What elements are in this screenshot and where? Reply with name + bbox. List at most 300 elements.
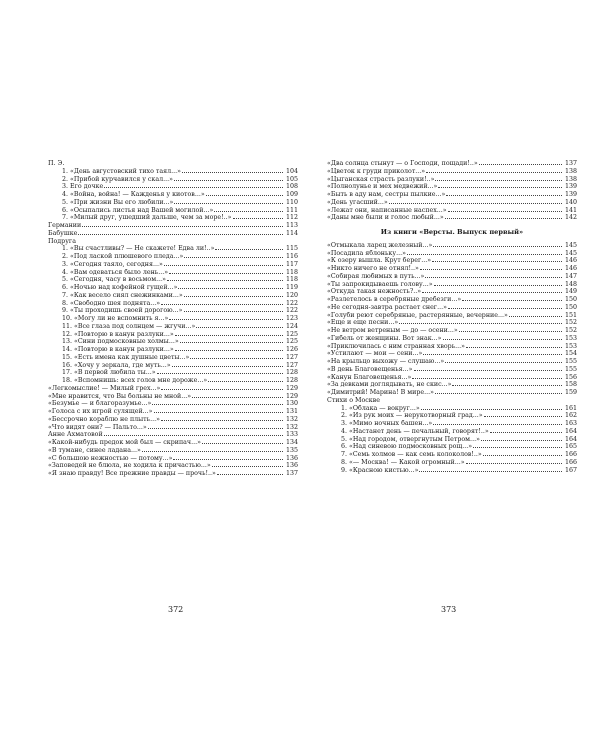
- toc-leader-dots: [192, 397, 283, 398]
- toc-leader-dots: [448, 308, 562, 309]
- toc-entry: [327, 350, 577, 358]
- toc-entry-title: 10. «Могу ли не вспомнить я...»: [62, 315, 169, 322]
- toc-leader-dots: [466, 347, 562, 348]
- toc-entry: [327, 312, 577, 320]
- toc-entry-page: 155: [564, 365, 577, 373]
- toc-entry: [48, 424, 298, 432]
- toc-entry-page: 118: [285, 268, 298, 276]
- toc-entry-title: «Отмыкала ларец железный...»: [327, 241, 433, 249]
- toc-entry-title: «Безумье — и благоразумье...»: [48, 400, 152, 408]
- toc-entry-title: Подруга: [48, 237, 76, 245]
- toc-entry-page: 128: [285, 369, 298, 377]
- toc-entry-page: 161: [564, 404, 577, 412]
- toc-entry-title: 1. «День августовский тихо таял...»: [62, 167, 181, 175]
- toc-entry-title: «Какой-нибудь предок мой был — скрипач...»: [48, 439, 201, 446]
- toc-entry-title: 5. «Сегодня, часу в восьмом...»: [62, 276, 166, 284]
- toc-entry: [327, 327, 577, 335]
- toc-entry: [327, 335, 577, 343]
- toc-entry-page: 122: [285, 299, 298, 307]
- toc-entry-title: «Димитрий! Марина! В мире...»: [327, 389, 434, 396]
- toc-entry: [327, 273, 577, 281]
- toc-entry: [327, 183, 577, 191]
- toc-entry-title: «Голуби реют серебряные, растерянные, вечерние...»: [327, 311, 508, 319]
- toc-entry-title: 9. «Красною кистью...»: [341, 466, 419, 474]
- toc-entry: [48, 346, 298, 354]
- toc-leader-dots: [180, 342, 283, 343]
- toc-entry-title: 3. «Сегодня таяло, сегодня...»: [62, 260, 163, 268]
- toc-leader-dots: [214, 211, 283, 212]
- toc-leader-dots: [445, 218, 562, 219]
- toc-entry-page: 141: [564, 206, 577, 214]
- toc-entry: [48, 284, 298, 292]
- toc-entry: [327, 319, 577, 327]
- toc-entry: [327, 358, 577, 366]
- toc-entry-page: 142: [564, 214, 577, 222]
- toc-leader-dots: [419, 471, 562, 472]
- toc-entry-title: «Не сегодня-завтра растает снег...»: [327, 303, 447, 311]
- toc-entry: [327, 304, 577, 312]
- toc-entry: [327, 381, 577, 389]
- toc-entry-title: 6. «Ночью над кофейной гущей...»: [62, 284, 178, 291]
- toc-entry-title: 3. Его дочке: [62, 183, 104, 191]
- toc-leader-dots: [445, 362, 562, 363]
- toc-entry-title: 2. «Прибой курчавился у скал...»: [62, 175, 173, 183]
- toc-entry-title: 5. «При жизни Вы его любили...»: [62, 198, 174, 206]
- toc-entry-page: 167: [564, 466, 577, 474]
- toc-entry: [48, 354, 298, 362]
- toc-leader-dots: [202, 443, 283, 444]
- toc-entry-title: Стихи о Москве: [327, 396, 381, 404]
- toc-leader-dots: [173, 459, 283, 460]
- toc-leader-dots: [389, 203, 562, 204]
- toc-entry-page: 131: [285, 408, 298, 415]
- toc-leader-dots: [448, 211, 562, 212]
- toc-entry-title: «Полнолунье и мех медвежий...»: [327, 183, 438, 191]
- toc-entry-page: 150: [564, 296, 577, 303]
- toc-entry-page: 151: [564, 311, 577, 319]
- toc-entry-page: 109: [285, 191, 298, 198]
- toc-leader-dots: [174, 203, 283, 204]
- toc-entry: [327, 412, 577, 420]
- toc-entry-title: 4. «Настанет день — печальный, говорят!..»: [341, 427, 489, 435]
- toc-entry: [48, 214, 298, 222]
- toc-entry-title: «На крыльцо выхожу — слушаю...»: [327, 358, 445, 365]
- toc-entry: [327, 366, 577, 374]
- toc-entry-page: 110: [285, 198, 298, 206]
- toc-entry: [48, 323, 298, 331]
- toc-entry: [48, 276, 298, 284]
- toc-entry-title: 2. «Под лаской плюшевого пледа...»: [62, 253, 184, 260]
- toc-leader-dots: [178, 288, 283, 289]
- toc-leader-dots: [462, 300, 562, 301]
- toc-entry: [48, 400, 298, 408]
- toc-entry-title: «Легкомыслие! — Милый грех...»: [48, 384, 161, 392]
- toc-entry: [48, 245, 298, 253]
- toc-entry: [48, 160, 298, 168]
- toc-leader-dots: [509, 316, 562, 317]
- toc-leader-dots: [215, 249, 283, 250]
- toc-leader-dots: [412, 378, 562, 379]
- toc-entry-title: 5. «Над городом, отвергнутым Петром...»: [341, 435, 480, 443]
- toc-entry-title: 7. «Милый друг, ушедший дальше, чем за море!..»: [62, 214, 232, 222]
- toc-entry-page: 164: [564, 427, 577, 435]
- toc-leader-dots: [196, 327, 283, 328]
- toc-entry: [48, 331, 298, 339]
- toc-leader-dots: [443, 339, 562, 340]
- toc-entry: [48, 315, 298, 323]
- toc-leader-dots: [452, 385, 562, 386]
- toc-entry-page: 155: [564, 358, 577, 365]
- toc-entry: [327, 459, 577, 467]
- toc-entry: [48, 261, 298, 269]
- toc-leader-dots: [432, 261, 562, 262]
- toc-leader-dots: [435, 180, 562, 181]
- toc-entry: [48, 462, 298, 470]
- toc-leader-dots: [481, 440, 562, 441]
- toc-leader-dots: [434, 285, 562, 286]
- toc-entry-page: 118: [285, 276, 298, 284]
- toc-entry-page: 152: [564, 319, 577, 327]
- toc-entry-title: 14. «Повторю в канун разлуки...»: [62, 346, 174, 353]
- toc-entry: [327, 443, 577, 451]
- toc-entry-title: П. Э.: [48, 160, 65, 167]
- toc-entry-page: 125: [285, 338, 298, 346]
- toc-leader-dots: [175, 350, 283, 351]
- toc-entry-title: «Приключилась с ним странная хворь...»: [327, 342, 466, 350]
- toc-entry: [48, 253, 298, 261]
- toc-entry: [48, 238, 298, 246]
- toc-entry: [48, 416, 298, 424]
- toc-entry: [327, 405, 577, 413]
- toc-entry: [327, 242, 577, 250]
- toc-leader-dots: [167, 280, 283, 281]
- toc-entry-page: 111: [285, 206, 298, 214]
- toc-entry-page: 166: [564, 458, 577, 466]
- toc-entry-page: 164: [564, 435, 577, 443]
- toc-entry-title: 6. «Над синевою подмосковных рощ...»: [341, 443, 473, 451]
- toc-entry: [48, 269, 298, 277]
- toc-entry-page: 135: [285, 446, 298, 454]
- toc-leader-dots: [421, 409, 562, 410]
- toc-entry-title: 7. «Семь холмов — как семь колоколов!..»: [341, 451, 482, 458]
- toc-leader-dots: [425, 277, 562, 278]
- toc-entry-title: «Никто ничего не отнял!..»: [327, 265, 419, 272]
- toc-entry: [327, 176, 577, 184]
- toc-entry-page: 114: [285, 229, 298, 237]
- toc-entry-page: 129: [285, 392, 298, 400]
- toc-entry-page: 129: [285, 384, 298, 392]
- toc-entry-page: 166: [564, 451, 577, 458]
- toc-entry-page: 134: [285, 439, 298, 446]
- toc-entry-page: 115: [285, 245, 298, 253]
- toc-entry-page: 112: [285, 214, 298, 222]
- toc-entry: [48, 168, 298, 176]
- toc-entry: [48, 199, 298, 207]
- toc-entry-title: «Заповедей не блюла, не ходила к причастью...»: [48, 462, 211, 470]
- toc-entry-page: 163: [564, 420, 577, 427]
- toc-entry-page: 105: [285, 175, 298, 183]
- toc-leader-dots: [435, 393, 562, 394]
- toc-entry-page: 127: [285, 353, 298, 361]
- toc-entry-title: «Ты запрокидываешь голову...»: [327, 280, 433, 288]
- toc-entry-page: 140: [564, 198, 577, 206]
- toc-entry-title: 1. «Вы счастливы? — Не скажете! Едва ли!..»: [62, 245, 215, 253]
- toc-leader-dots: [206, 195, 283, 196]
- toc-entry-page: 123: [285, 315, 298, 322]
- toc-entry-page: 125: [285, 330, 298, 338]
- toc-entry: [48, 431, 298, 439]
- toc-entry-title: «Мне нравится, что Вы больны не мной...»: [48, 392, 192, 400]
- toc-entry-page: 139: [564, 183, 577, 191]
- toc-leader-dots: [217, 474, 283, 475]
- toc-leader-dots: [490, 432, 562, 433]
- toc-entry-title: «Цыганская страсть разлуки!..»: [327, 175, 435, 183]
- toc-entry-title: 1. «Облака — вокруг...»: [341, 404, 420, 412]
- toc-entry: [48, 183, 298, 191]
- toc-entry-title: 8. «— Москва! — Какой огромный...»: [341, 458, 465, 466]
- toc-entry: [48, 470, 298, 478]
- toc-entry-page: 145: [564, 241, 577, 249]
- toc-leader-dots: [426, 172, 562, 173]
- toc-entry-title: «Не ветром ветреным — до — осени...»: [327, 327, 458, 334]
- toc-entry-page: 108: [285, 183, 298, 191]
- toc-entry: [48, 222, 298, 230]
- toc-entry-title: «С большою нежностью — потому...»: [48, 454, 173, 462]
- toc-leader-dots: [233, 218, 284, 219]
- toc-entry: [327, 168, 577, 176]
- toc-entry-page: 159: [564, 389, 577, 396]
- toc-leader-dots: [182, 172, 283, 173]
- toc-entry-title: 6. «Осыпались листья над Вашей могилой...»: [62, 206, 214, 214]
- toc-entry-page: 122: [285, 307, 298, 315]
- toc-entry-page: 139: [564, 191, 577, 198]
- toc-entry: [327, 420, 577, 428]
- toc-entry-page: 120: [285, 291, 298, 299]
- toc-leader-dots: [169, 273, 283, 274]
- toc-entry-page: 146: [564, 257, 577, 265]
- toc-entry: [327, 160, 577, 168]
- toc-entry-title: «В тумане, синее ладана...»: [48, 446, 141, 454]
- toc-leader-dots: [433, 246, 562, 247]
- toc-entry-title: «В день Благовещенья...»: [327, 365, 413, 373]
- toc-entry: [327, 451, 577, 459]
- toc-entry-page: 117: [285, 260, 298, 268]
- toc-entry-title: «Еще и еще песни...»: [327, 319, 399, 327]
- toc-leader-dots: [161, 420, 283, 421]
- toc-entry-title: 11. «Все глаза под солнцем — жгучи...»: [62, 322, 196, 330]
- toc-entry: [48, 338, 298, 346]
- toc-entry-page: 150: [564, 303, 577, 311]
- toc-entry-title: 12. «Повторю в канун разлуки...»: [62, 330, 174, 338]
- toc-entry: [48, 393, 298, 401]
- left-page-toc: [48, 160, 298, 478]
- toc-leader-dots: [169, 319, 283, 320]
- toc-entry-title: 4. «Война, война! — Кажденья у киотов...»: [62, 191, 205, 198]
- toc-entry-page: 146: [564, 265, 577, 272]
- toc-entry-page: 127: [285, 361, 298, 369]
- toc-entry: [327, 343, 577, 351]
- toc-entry-page: 136: [285, 454, 298, 462]
- toc-entry-page: 113: [285, 222, 298, 229]
- toc-leader-dots: [212, 466, 283, 467]
- toc-leader-dots: [479, 164, 562, 165]
- toc-leader-dots: [154, 412, 283, 413]
- toc-entry-page: 147: [564, 272, 577, 280]
- toc-leader-dots: [184, 257, 283, 258]
- toc-entry: [327, 191, 577, 199]
- toc-entry-title: Анне Ахматовой: [48, 431, 103, 439]
- toc-leader-dots: [190, 358, 283, 359]
- toc-entry-title: 2. «Из рук моих — нерукотворный град...»: [341, 412, 483, 420]
- toc-leader-dots: [104, 187, 283, 188]
- toc-entry-title: Германии: [48, 222, 82, 229]
- toc-entry-page: 128: [285, 377, 298, 384]
- toc-entry-title: «Даны мне были и голос любый...»: [327, 214, 444, 222]
- toc-leader-dots: [466, 463, 562, 464]
- toc-entry: [327, 374, 577, 382]
- toc-entry-page: 145: [564, 249, 577, 257]
- toc-leader-dots: [399, 323, 562, 324]
- toc-entry-page: 152: [564, 327, 577, 334]
- toc-entry-title: Бабушке: [48, 229, 78, 237]
- toc-entry: [327, 257, 577, 265]
- toc-entry: [48, 191, 298, 199]
- toc-leader-dots: [164, 265, 283, 266]
- toc-entry-title: «Устилают — мои — сени...»: [327, 350, 423, 358]
- toc-entry-title: «Канун Благовещенья...»: [327, 373, 412, 381]
- toc-entry-page: 119: [285, 284, 298, 291]
- toc-entry-page: 130: [285, 400, 298, 408]
- toc-entry-title: «Посадила яблоньку...»: [327, 249, 406, 257]
- toc-entry-title: 13. «Сини подмосковные холмы...»: [62, 338, 179, 346]
- toc-leader-dots: [152, 404, 283, 405]
- toc-entry-page: 133: [285, 431, 298, 439]
- toc-leader-dots: [484, 416, 562, 417]
- toc-entry: [327, 281, 577, 289]
- toc-entry-page: 148: [564, 280, 577, 288]
- toc-leader-dots: [420, 269, 562, 270]
- toc-entry-page: 116: [285, 253, 298, 260]
- toc-leader-dots: [459, 331, 562, 332]
- toc-leader-dots: [184, 296, 283, 297]
- toc-entry-page: 149: [564, 288, 577, 296]
- toc-entry-title: «День угасший...»: [327, 198, 388, 206]
- toc-entry-title: 4. «Вам одеваться было лень...»: [62, 268, 169, 276]
- toc-leader-dots: [433, 424, 562, 425]
- toc-leader-dots: [423, 354, 562, 355]
- toc-entry-page: 165: [564, 443, 577, 451]
- toc-entry: [327, 428, 577, 436]
- toc-leader-dots: [78, 234, 283, 235]
- toc-entry: [48, 377, 298, 385]
- toc-entry: [48, 230, 298, 238]
- toc-entry: [327, 214, 577, 222]
- toc-entry-title: «Голоса с их игрой сулящей...»: [48, 408, 153, 415]
- toc-leader-dots: [438, 187, 562, 188]
- right-page-number: 373: [441, 605, 457, 614]
- toc-entry: [327, 288, 577, 296]
- toc-entry: [48, 362, 298, 370]
- toc-entry-title: 18. «Вспомнишь: всех голов мне дороже...»: [62, 377, 208, 384]
- toc-entry-page: 153: [564, 334, 577, 342]
- toc-entry: [327, 199, 577, 207]
- toc-entry-page: 153: [564, 342, 577, 350]
- toc-entry-title: «Я знаю правду! Все прежние правды — прочь!..»: [48, 470, 216, 477]
- toc-entry-page: 132: [285, 423, 298, 431]
- toc-entry-title: «За девками доглядывать, не скис...»: [327, 381, 452, 389]
- toc-entry-page: 158: [564, 381, 577, 389]
- toc-entry-page: 124: [285, 322, 298, 330]
- toc-entry-title: «Бессрочно кораблю не плыть...»: [48, 415, 160, 423]
- toc-entry-page: 162: [564, 412, 577, 420]
- toc-entry: [327, 250, 577, 258]
- toc-entry: [48, 307, 298, 315]
- toc-entry: [48, 300, 298, 308]
- toc-entry: [48, 447, 298, 455]
- toc-entry: [48, 207, 298, 215]
- toc-entry-page: 138: [564, 167, 577, 175]
- left-page-number: 372: [168, 605, 184, 614]
- toc-entry: [48, 292, 298, 300]
- toc-entry-title: «Быть в аду нам, сестры пылкие...»: [327, 191, 446, 198]
- toc-leader-dots: [446, 195, 562, 196]
- toc-leader-dots: [104, 435, 283, 436]
- toc-entry-title: «Лежат они, написанные наспех...»: [327, 206, 447, 214]
- toc-leader-dots: [82, 226, 283, 227]
- toc-entry: [327, 467, 577, 475]
- toc-leader-dots: [407, 254, 562, 255]
- toc-leader-dots: [483, 455, 562, 456]
- toc-entry-page: 126: [285, 346, 298, 353]
- toc-entry-title: «Откуда такая нежность?..»: [327, 288, 422, 296]
- toc-entry-page: 138: [564, 175, 577, 183]
- toc-leader-dots: [414, 370, 563, 371]
- toc-entry: [327, 389, 577, 397]
- toc-leader-dots: [172, 366, 283, 367]
- toc-entry: [327, 265, 577, 273]
- toc-entry: [327, 397, 577, 405]
- toc-entry: [48, 176, 298, 184]
- toc-entry-title: «Цветок к груди приколот...»: [327, 167, 426, 175]
- toc-leader-dots: [184, 311, 283, 312]
- toc-entry: [48, 455, 298, 463]
- toc-entry: [48, 408, 298, 416]
- section-title: Из книги «Версты. Выпуск первый»: [380, 228, 524, 236]
- toc-entry-title: 3. «Мимо ночных башен...»: [341, 420, 433, 427]
- toc-leader-dots: [148, 428, 283, 429]
- toc-entry-title: «К озеру вышла. Крут берег...»: [327, 257, 432, 265]
- toc-entry-page: 136: [285, 462, 298, 470]
- toc-entry-title: 16. «Хочу у зеркала, где муть...»: [62, 361, 171, 369]
- toc-leader-dots: [208, 381, 283, 382]
- toc-entry-title: «Разлетелось в серебряные дребезги...»: [327, 296, 462, 303]
- toc-entry: [327, 436, 577, 444]
- toc-entry: [48, 439, 298, 447]
- toc-leader-dots: [142, 451, 283, 452]
- toc-entry: [48, 369, 298, 377]
- toc-entry-title: 7. «Как весело сиял снежинками...»: [62, 291, 183, 299]
- toc-entry-page: 154: [564, 350, 577, 358]
- toc-entry: [327, 207, 577, 215]
- toc-entry-title: «Что видят они? — Пальто...»: [48, 423, 147, 431]
- toc-entry-title: «Гибель от женщины. Вот знак...»: [327, 334, 442, 342]
- toc-leader-dots: [422, 292, 562, 293]
- toc-entry: [48, 385, 298, 393]
- toc-leader-dots: [175, 335, 283, 336]
- toc-entry-title: 9. «Ты проходишь своей дорогою...»: [62, 307, 183, 315]
- right-page-toc: [327, 160, 577, 474]
- toc-entry-page: 156: [564, 373, 577, 381]
